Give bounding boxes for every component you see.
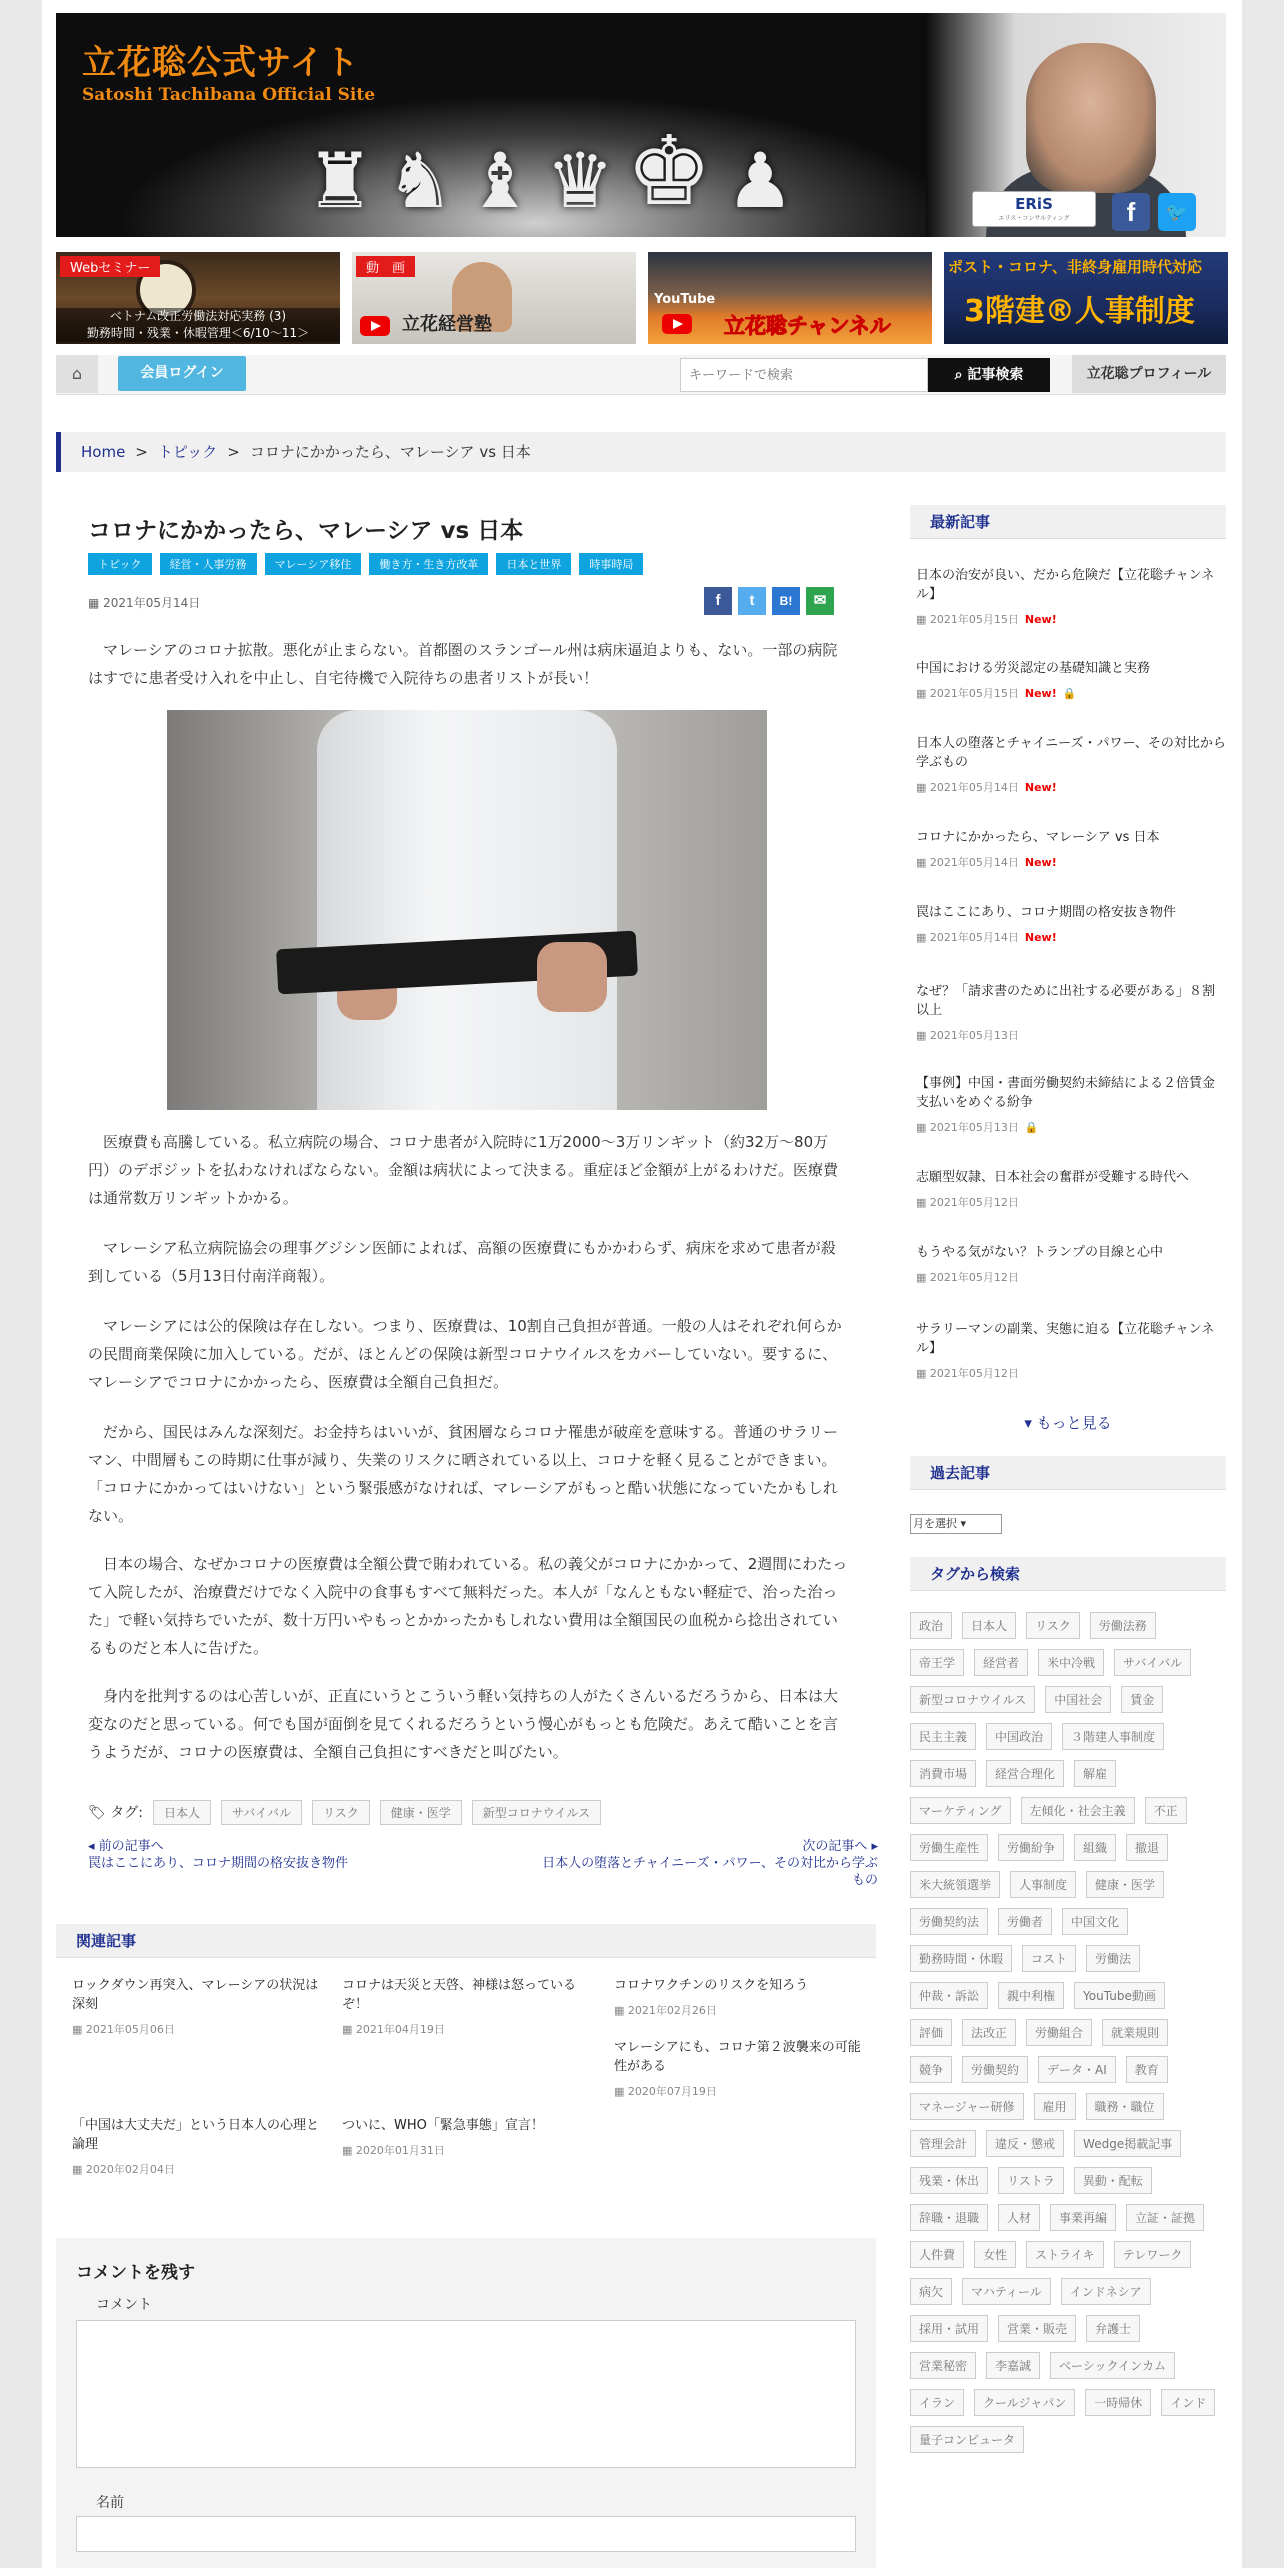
recent-date bbox=[916, 778, 1226, 797]
recent-title: 【事例】中国・書面労働契約未締結による２倍賃金支払いをめぐる紛争 bbox=[916, 1076, 1216, 1110]
tag-cloud-item[interactable]: 新型コロナウイルス bbox=[910, 1686, 1035, 1713]
tag-cloud-item[interactable]: データ・AI bbox=[1038, 2056, 1116, 2083]
tag-cloud-item[interactable]: 競争 bbox=[910, 2056, 952, 2083]
calendar-icon: ▦ bbox=[88, 596, 104, 610]
chevron-left-icon: ◂ bbox=[88, 1839, 99, 1854]
eris-logo[interactable] bbox=[972, 191, 1096, 227]
comment-form bbox=[56, 2238, 876, 2568]
category-tag[interactable]: マレーシア移住 bbox=[265, 553, 362, 575]
search-button[interactable] bbox=[928, 358, 1050, 392]
breadcrumb bbox=[56, 432, 1226, 472]
tag-link[interactable]: 日本人 bbox=[153, 1800, 211, 1825]
tag-cloud-item[interactable]: 李嘉誠 bbox=[986, 2352, 1040, 2379]
tag-link[interactable]: 新型コロナウイルス bbox=[472, 1800, 601, 1825]
tag-cloud-item[interactable]: 採用・試用 bbox=[910, 2315, 988, 2342]
category-tag[interactable]: 経営・人事労務 bbox=[160, 553, 257, 575]
post-paragraph: 身内を批判するのは心苦しいが、正直にいうとこういう軽い気持ちの人がたくさんいるだろうから、日本は大変なのだと思っている。何でも国が面倒を見てくれるだろうという慢心がもっとも危険だ。あえて酷いことを言うようだが、コロナの医療費は、全額自己負担にすべきだと叫びたい。 bbox=[88, 1687, 839, 1761]
related-date: ▦ 2020年01月31日 bbox=[342, 2144, 445, 2157]
related-date-text: 2020年07月19日 bbox=[627, 2085, 717, 2098]
doctor-image bbox=[167, 710, 767, 1110]
post-paragraph: 日本の場合、なぜかコロナの医療費は全額公費で賄われている。私の義父がコロナにかかって、2週間にわたって入院したが、治療費だけでなく入院中の食事もすべて無料だった。本人が「なんともない軽症で、治った治った」で軽い気持ちでいたが、数十万円いやもっとかかったかもしれない費用は全額国民の血税から捻出されているものだと本人に告げた。 bbox=[88, 1555, 848, 1657]
archive-heading: 過去記事 bbox=[910, 1456, 1226, 1490]
recent-date bbox=[916, 928, 1226, 947]
related-heading: 関連記事 bbox=[56, 1924, 876, 1958]
breadcrumb-topic[interactable]: トピック bbox=[157, 443, 218, 461]
recent-date bbox=[916, 1193, 1226, 1212]
recent-title: 日本人の堕落とチャイニーズ・パワー、その対比から学ぶもの bbox=[916, 736, 1226, 770]
archive-select[interactable]: 月を選択 ▾ bbox=[910, 1514, 1002, 1534]
recent-item[interactable] bbox=[916, 1074, 1226, 1137]
tag-cloud-item[interactable]: 組織 bbox=[1074, 1834, 1116, 1861]
recent-item[interactable] bbox=[916, 828, 1226, 872]
tag-cloud-item[interactable]: 解雇 bbox=[1074, 1760, 1116, 1787]
tag-cloud-item[interactable]: 量子コンピュータ bbox=[910, 2426, 1024, 2453]
twitter-share-icon[interactable]: t bbox=[738, 587, 766, 615]
calendar-icon: ▦ bbox=[916, 1121, 930, 1134]
related-date: ▦ 2021年05月06日 bbox=[72, 2023, 175, 2036]
related-date-text: 2021年05月06日 bbox=[85, 2023, 175, 2036]
recent-date bbox=[916, 853, 1226, 872]
prev-post-link[interactable] bbox=[88, 1838, 388, 1872]
banner-text-line2: 勤務時間・残業・休暇管理＜6/10～11＞ bbox=[86, 326, 310, 340]
related-date: ▦ 2020年02月04日 bbox=[72, 2163, 175, 2176]
calendar-icon: ▦ bbox=[916, 687, 930, 700]
tag-cloud-item[interactable]: マネージャー研修 bbox=[910, 2093, 1024, 2120]
recent-date-text: 2021年05月12日 bbox=[929, 1367, 1019, 1380]
archive-select-value: 月を選択 bbox=[913, 1517, 957, 1530]
tag-cloud-item[interactable]: 労働紛争 bbox=[998, 1834, 1064, 1861]
banner-hr-system[interactable] bbox=[944, 252, 1228, 344]
related-date: ▦ 2021年02月26日 bbox=[614, 2004, 717, 2017]
recent-date-text: 2021年05月12日 bbox=[929, 1196, 1019, 1209]
category-list bbox=[88, 553, 651, 575]
tag-cloud-item[interactable]: マーケティング bbox=[910, 1797, 1011, 1824]
hatena-share-icon[interactable]: B! bbox=[772, 587, 800, 615]
tag-cloud-item[interactable]: 人事制度 bbox=[1010, 1871, 1076, 1898]
tag-cloud-item[interactable]: コスト bbox=[1022, 1945, 1076, 1972]
recent-item[interactable] bbox=[916, 659, 1226, 703]
tag-link[interactable]: 健康・医学 bbox=[380, 1800, 462, 1825]
related-title: コロナワクチンのリスクを知ろう bbox=[614, 1978, 809, 1993]
related-item[interactable] bbox=[614, 2038, 864, 2101]
tags-label: タグ: bbox=[110, 1805, 143, 1821]
calendar-icon: ▦ bbox=[916, 613, 930, 626]
tag-cloud-item[interactable]: リスク bbox=[1026, 1612, 1080, 1639]
recent-date-text: 2021年05月14日 bbox=[929, 931, 1019, 944]
tag-cloud-item[interactable]: 一時帰休 bbox=[1085, 2389, 1151, 2416]
youtube-label: YouTube bbox=[654, 292, 716, 307]
recent-title: 罠はここにあり、コロナ期間の格安抜き物件 bbox=[916, 905, 1177, 920]
tag-cloud-item[interactable]: 経営者 bbox=[974, 1649, 1028, 1676]
category-tag[interactable]: 時事時局 bbox=[579, 553, 643, 575]
facebook-share-icon[interactable]: f bbox=[704, 587, 732, 615]
tag-cloud-item[interactable]: 撤退 bbox=[1126, 1834, 1168, 1861]
next-post-link[interactable] bbox=[542, 1838, 878, 1889]
tag-cloud-item[interactable]: 労働契約法 bbox=[910, 1908, 988, 1935]
breadcrumb-home[interactable]: Home bbox=[81, 443, 126, 461]
tag-cloud-item[interactable]: 立証・証拠 bbox=[1126, 2204, 1204, 2231]
related-title: ついに、WHO「緊急事態」宣言！ bbox=[342, 2118, 544, 2133]
tag-cloud-item[interactable]: Wedge掲載記事 bbox=[1074, 2130, 1181, 2157]
tag-cloud-item[interactable]: 賃金 bbox=[1121, 1686, 1163, 1713]
calendar-icon: ▦ bbox=[916, 781, 930, 794]
category-tag[interactable]: 働き方・生き方改革 bbox=[369, 553, 488, 575]
recent-title: 志願型奴隷、日本社会の奮群が受難する時代へ bbox=[916, 1170, 1190, 1185]
tag-cloud-item[interactable]: ３階建人事制度 bbox=[1062, 1723, 1164, 1750]
tag-cloud-item[interactable]: 左傾化・社会主義 bbox=[1021, 1797, 1135, 1824]
lock-icon: 🔒 bbox=[1062, 687, 1077, 700]
tag-cloud-item[interactable]: 仲裁・訴訟 bbox=[910, 1982, 988, 2009]
banner-web-seminar[interactable] bbox=[56, 252, 340, 344]
home-icon[interactable]: ⌂ bbox=[56, 355, 98, 393]
recent-title: 中国における労災認定の基礎知識と実務 bbox=[916, 661, 1151, 676]
calendar-icon: ▦ bbox=[916, 931, 930, 944]
tag-cloud-item[interactable]: 帝王学 bbox=[910, 1649, 964, 1676]
tag-cloud-item[interactable]: ストライキ bbox=[1026, 2241, 1104, 2268]
banner-video[interactable] bbox=[352, 252, 636, 344]
tag-cloud bbox=[910, 1612, 1226, 2463]
youtube-icon bbox=[662, 314, 692, 334]
recent-date-text: 2021年05月13日 bbox=[929, 1029, 1019, 1042]
breadcrumb-sep: > bbox=[135, 443, 148, 461]
tag-cloud-item[interactable]: 違反・懲戒 bbox=[986, 2130, 1064, 2157]
tag-cloud-item[interactable]: YouTube動画 bbox=[1074, 1982, 1165, 2009]
tag-cloud-item[interactable]: テレワーク bbox=[1114, 2241, 1192, 2268]
tag-cloud-item[interactable]: インド bbox=[1161, 2389, 1215, 2416]
tag-cloud-item[interactable]: イラン bbox=[910, 2389, 964, 2416]
calendar-icon: ▦ bbox=[916, 1196, 930, 1209]
name-input[interactable] bbox=[76, 2516, 856, 2552]
banner-tag: 動 画 bbox=[356, 256, 415, 277]
banner-text-line1: ベトナム改正労働法対応実務 (3) bbox=[109, 309, 287, 323]
search-input[interactable] bbox=[680, 358, 928, 392]
recent-item[interactable] bbox=[916, 903, 1226, 947]
recent-title: なぜ？「請求書のために出社する必要がある」８割以上 bbox=[916, 984, 1216, 1018]
tag-cloud-item[interactable]: 中国社会 bbox=[1045, 1686, 1111, 1713]
related-date-text: 2021年04月19日 bbox=[355, 2023, 445, 2036]
related-item[interactable] bbox=[614, 1976, 864, 2020]
tag-cloud-item[interactable]: 職務・職位 bbox=[1086, 2093, 1164, 2120]
recent-item[interactable] bbox=[916, 566, 1226, 629]
eris-logo-text: ERiS bbox=[1015, 195, 1053, 213]
tag-cloud-item[interactable]: 法改正 bbox=[962, 2019, 1016, 2046]
new-badge: New! bbox=[1024, 856, 1057, 869]
calendar-icon: ▦ bbox=[916, 856, 930, 869]
prev-label: 前の記事へ bbox=[98, 1839, 164, 1854]
tag-cloud-item[interactable]: 米大統領選挙 bbox=[910, 1871, 1000, 1898]
tag-cloud-item[interactable]: 親中利権 bbox=[998, 1982, 1064, 2009]
chevron-right-icon: ▸ bbox=[867, 1839, 878, 1854]
banner-text bbox=[56, 308, 340, 342]
site-subtitle: Satoshi Tachibana Official Site bbox=[82, 85, 376, 105]
tag-cloud-item[interactable]: 労働組合 bbox=[1026, 2019, 1092, 2046]
tag-cloud-item[interactable]: 弁護士 bbox=[1086, 2315, 1140, 2342]
tag-cloud-item[interactable]: 異動・配転 bbox=[1074, 2167, 1152, 2194]
recent-date-text: 2021年05月14日 bbox=[929, 781, 1019, 794]
related-item[interactable] bbox=[342, 1976, 592, 2039]
tag-cloud-item[interactable]: 中国文化 bbox=[1062, 1908, 1128, 1935]
name-label: 名前 bbox=[96, 2495, 124, 2511]
recent-date-text: 2021年05月14日 bbox=[929, 856, 1019, 869]
related-item[interactable] bbox=[72, 2116, 322, 2179]
recent-date bbox=[916, 610, 1226, 629]
tag-cloud-item[interactable]: 政治 bbox=[910, 1612, 952, 1639]
new-badge: New! bbox=[1024, 613, 1057, 626]
related-item[interactable] bbox=[342, 2116, 592, 2160]
related-title: ロックダウン再突入、マレーシアの状況は深刻 bbox=[72, 1978, 319, 2012]
recent-item[interactable] bbox=[916, 1168, 1226, 1212]
related-date-text: 2020年02月04日 bbox=[85, 2163, 175, 2176]
tag-cloud-item[interactable]: マハティール bbox=[962, 2278, 1051, 2305]
banner-text-line2: 3階建®人事制度 bbox=[964, 294, 1195, 329]
recent-date bbox=[916, 1364, 1226, 1383]
related-title: コロナは天災と天啓、神様は怒っているぞ！ bbox=[342, 1978, 577, 2012]
tag-cloud-item[interactable]: 労働法務 bbox=[1090, 1612, 1156, 1639]
tag-cloud-item[interactable]: 教育 bbox=[1126, 2056, 1168, 2083]
recent-title: サラリーマンの副業、実態に迫る【立花聡チャンネル】 bbox=[916, 1322, 1215, 1356]
share-buttons bbox=[698, 587, 834, 615]
tag-cloud-item[interactable]: 人材 bbox=[998, 2204, 1040, 2231]
calendar-icon: ▦ bbox=[916, 1029, 930, 1042]
related-title: 「中国は大丈夫だ」という日本人の心理と論理 bbox=[72, 2118, 320, 2152]
related-date-text: 2021年02月26日 bbox=[627, 2004, 717, 2017]
calendar-icon: ▦ bbox=[916, 1271, 930, 1284]
eris-logo-sub: エリス・コンサルティング bbox=[998, 215, 1070, 222]
tag-cloud-item[interactable]: 残業・休出 bbox=[910, 2167, 988, 2194]
site-header: ♜ ♞ ♝ ♛ ♚ ♟ 立花聡公式サイト Satoshi Tachibana Official Site ERiS エリス・コンサルティング f 🐦 bbox=[56, 13, 1226, 237]
tag-cloud-item[interactable]: 民主主義 bbox=[910, 1723, 976, 1750]
nav-bar bbox=[56, 355, 1226, 395]
tag-cloud-item[interactable]: 辞職・退職 bbox=[910, 2204, 988, 2231]
tag-cloud-item[interactable]: 労働契約 bbox=[962, 2056, 1028, 2083]
prev-title: 罠はここにあり、コロナ期間の格安抜き物件 bbox=[88, 1856, 349, 1871]
tag-icon: 🏷 bbox=[88, 1805, 111, 1821]
banner-text: 立花経営塾 bbox=[402, 314, 492, 335]
new-badge: New! bbox=[1024, 931, 1057, 944]
related-date: ▦ 2020年07月19日 bbox=[614, 2085, 717, 2098]
tag-cloud-item[interactable]: 中国政治 bbox=[986, 1723, 1052, 1750]
recent-date-text: 2021年05月13日 bbox=[929, 1121, 1019, 1134]
related-date: ▦ 2021年04月19日 bbox=[342, 2023, 445, 2036]
tag-cloud-item[interactable]: 経営合理化 bbox=[986, 1760, 1064, 1787]
new-badge: New! bbox=[1024, 687, 1057, 700]
category-tag[interactable]: 日本と世界 bbox=[496, 553, 571, 575]
tag-cloud-item[interactable]: 労働生産性 bbox=[910, 1834, 988, 1861]
recent-date bbox=[916, 1118, 1226, 1137]
site-title[interactable]: 立花聡公式サイト bbox=[82, 43, 360, 83]
post-paragraph: マレーシアには公的保険は存在しない。つまり、医療費は、10割自己負担が普通。一般の人はそれぞれ何らかの民間商業保険に加入している。だが、ほとんどの保険は新型コロナウイルスをカバーしていない。要するに、マレーシアでコロナにかかったら、医療費は全額自己負担だ。 bbox=[88, 1317, 842, 1391]
recent-date bbox=[916, 1026, 1226, 1045]
more-link[interactable]: ▾ もっと見る bbox=[1024, 1414, 1112, 1432]
comment-textarea[interactable] bbox=[76, 2320, 856, 2468]
recent-item[interactable] bbox=[916, 1320, 1226, 1383]
recent-date-text: 2021年05月15日 bbox=[929, 613, 1019, 626]
post-date-text: 2021年05月14日 bbox=[103, 596, 201, 610]
breadcrumb-current: コロナにかかったら、マレーシア vs 日本 bbox=[249, 443, 531, 461]
tag-cloud-item[interactable]: 消費市場 bbox=[910, 1760, 976, 1787]
tag-link[interactable]: リスク bbox=[312, 1800, 370, 1825]
banner-youtube-channel[interactable] bbox=[648, 252, 932, 344]
recent-title: もうやる気がない？トランプの目線と心中 bbox=[916, 1245, 1164, 1260]
tag-cloud-item[interactable]: 人件費 bbox=[910, 2241, 964, 2268]
recent-date bbox=[916, 684, 1226, 703]
tag-cloud-item[interactable]: 米中冷戦 bbox=[1038, 1649, 1104, 1676]
recent-item[interactable] bbox=[916, 982, 1226, 1045]
recent-date bbox=[916, 1268, 1226, 1287]
banner-text-line1: ポスト・コロナ、非終身雇用時代対応 bbox=[948, 258, 1202, 276]
tag-cloud-item[interactable]: 労働法 bbox=[1086, 1945, 1140, 1972]
profile-button[interactable]: 立花聡プロフィール bbox=[1072, 355, 1226, 393]
recent-title: 日本の治安が良い、だから危険だ【立花聡チャンネル】 bbox=[916, 568, 1215, 602]
tag-cloud-item[interactable]: 勤務時間・休暇 bbox=[910, 1945, 1012, 1972]
banner-text: 立花聡チャンネル bbox=[724, 314, 891, 338]
related-title: マレーシアにも、コロナ第２波襲来の可能性がある bbox=[614, 2040, 861, 2074]
next-label: 次の記事へ bbox=[802, 1839, 868, 1854]
twitter-icon[interactable]: 🐦 bbox=[1158, 193, 1196, 231]
category-tag[interactable]: トピック bbox=[88, 553, 152, 575]
next-title: 日本人の堕落とチャイニーズ・パワー、その対比から学ぶもの bbox=[542, 1856, 878, 1888]
post-date bbox=[88, 594, 200, 611]
tags-heading: タグから検索 bbox=[910, 1557, 1226, 1591]
tag-cloud-item[interactable]: 営業秘密 bbox=[910, 2352, 976, 2379]
banner-tag: Webセミナー bbox=[60, 256, 160, 277]
recent-date-text: 2021年05月12日 bbox=[929, 1271, 1019, 1284]
tag-cloud-item[interactable]: 健康・医学 bbox=[1086, 1871, 1164, 1898]
related-item[interactable] bbox=[72, 1976, 322, 2039]
recent-item[interactable] bbox=[916, 1243, 1226, 1287]
breadcrumb-sep: > bbox=[227, 443, 240, 461]
page bbox=[42, 0, 1242, 2568]
post-paragraph: マレーシアのコロナ拡散。悪化が止まらない。首都圏のスランゴール州は病床逼迫よりも、ない。一部の病院はすでに患者受け入れを中止し、自宅待機で入院待ちの患者リストが長い！ bbox=[88, 641, 838, 687]
tag-cloud-item[interactable]: 就業規則 bbox=[1102, 2019, 1168, 2046]
tag-cloud-item[interactable]: 管理会計 bbox=[910, 2130, 976, 2157]
login-button[interactable]: 会員ログイン bbox=[118, 356, 246, 391]
tag-cloud-item[interactable]: 日本人 bbox=[962, 1612, 1016, 1639]
tag-cloud-item[interactable]: サバイバル bbox=[1114, 1649, 1191, 1676]
search-icon: ⌕ bbox=[954, 367, 968, 383]
recent-item[interactable] bbox=[916, 734, 1226, 797]
facebook-icon[interactable]: f bbox=[1112, 193, 1150, 231]
post-paragraph: マレーシア私立病院協会の理事グジシン医師によれば、高額の医療費にもかかわらず、病床を求めて患者が殺到している（5月13日付南洋商報）。 bbox=[88, 1239, 836, 1285]
new-badge: New! bbox=[1024, 781, 1057, 794]
tag-cloud-item[interactable]: 雇用 bbox=[1034, 2093, 1076, 2120]
tag-cloud-item[interactable]: 事業再編 bbox=[1050, 2204, 1116, 2231]
post-paragraph: 医療費も高騰している。私立病院の場合、コロナ患者が入院時に1万2000～3万リンギット（約32万～80万円）のデポジットを払わなければならない。金額は病状によって決まる。重症ほど金額が上がるわけだ。医療費は通常数万リンギットかかる。 bbox=[88, 1133, 839, 1207]
lock-icon: 🔒 bbox=[1024, 1121, 1039, 1134]
youtube-icon bbox=[360, 316, 390, 336]
mail-share-icon[interactable]: ✉ bbox=[806, 587, 834, 615]
tag-link[interactable]: サバイバル bbox=[221, 1800, 302, 1825]
tag-cloud-item[interactable]: クールジャパン bbox=[974, 2389, 1075, 2416]
tag-cloud-item[interactable]: 営業・販売 bbox=[998, 2315, 1076, 2342]
related-date-text: 2020年01月31日 bbox=[355, 2144, 445, 2157]
tag-cloud-item[interactable]: 病欠 bbox=[910, 2278, 952, 2305]
calendar-icon: ▦ bbox=[916, 1367, 930, 1380]
recent-title: コロナにかかったら、マレーシア vs 日本 bbox=[916, 830, 1160, 845]
tag-cloud-item[interactable]: 評価 bbox=[910, 2019, 952, 2046]
tag-cloud-item[interactable]: 女性 bbox=[974, 2241, 1016, 2268]
search-button-label: 記事検索 bbox=[967, 367, 1024, 383]
tag-cloud-item[interactable]: 不正 bbox=[1145, 1797, 1187, 1824]
recent-heading: 最新記事 bbox=[910, 505, 1226, 539]
comment-label: コメント bbox=[96, 2297, 152, 2313]
post-tags bbox=[88, 1800, 601, 1825]
comment-heading: コメントを残す bbox=[76, 2263, 195, 2283]
tag-cloud-item[interactable]: インドネシア bbox=[1061, 2278, 1151, 2305]
post-paragraph: だから、国民はみんな深刻だ。お金持ちはいいが、貧困層ならコロナ罹患が破産を意味する。普通のサラリーマン、中間層もこの時期に仕事が減り、失業のリスクに晒されている以上、コロナを軽く見ることができまい。「コロナにかかってはいけない」という緊張感がなければ、マレーシアがもっと酷い状態になっていたかもしれない。 bbox=[88, 1423, 839, 1525]
tag-cloud-item[interactable]: ベーシックインカム bbox=[1050, 2352, 1175, 2379]
post-title: コロナにかかったら、マレーシア vs 日本 bbox=[88, 518, 524, 544]
tag-cloud-item[interactable]: リストラ bbox=[998, 2167, 1064, 2194]
recent-date-text: 2021年05月15日 bbox=[929, 687, 1019, 700]
tag-cloud-item[interactable]: 労働者 bbox=[998, 1908, 1052, 1935]
